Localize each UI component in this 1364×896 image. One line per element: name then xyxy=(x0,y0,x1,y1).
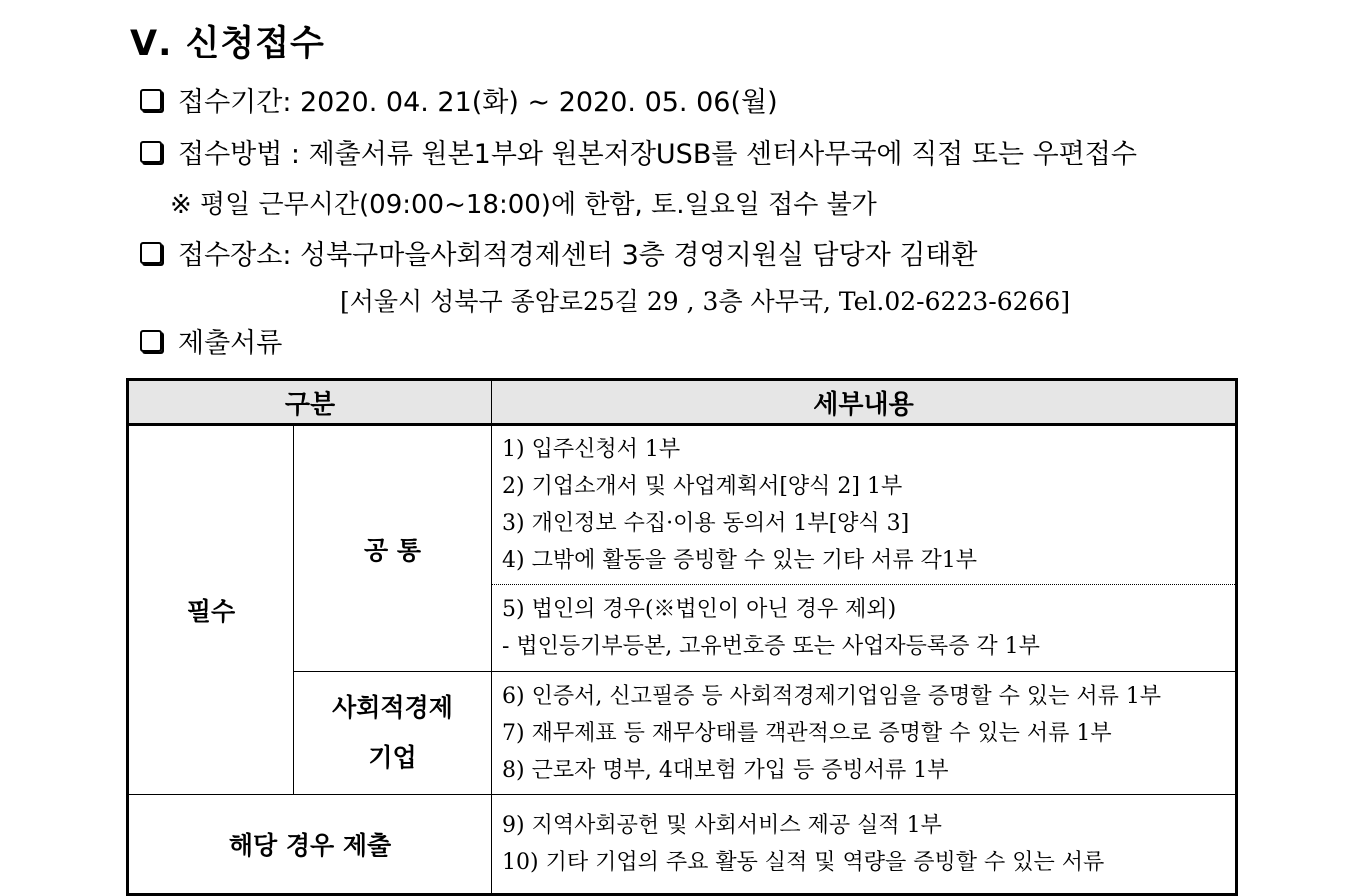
list-item: 1) 입주신청서 1부 xyxy=(502,437,681,462)
list-item: 6) 인증서, 신고필증 등 사회적경제기업임을 증명할 수 있는 서류 1부 xyxy=(502,683,1162,709)
checkbox-square-icon xyxy=(140,141,162,163)
checkbox-square-icon xyxy=(140,242,162,264)
social-label: 사회적경제 기업 xyxy=(294,672,492,795)
documents-table xyxy=(126,378,1238,896)
table-row xyxy=(128,425,1237,585)
documents-line xyxy=(140,321,282,360)
list-item: 2) 기업소개서 및 사업계획서[양식 2] 1부 xyxy=(502,474,903,499)
header-details: 세부내용 xyxy=(492,380,1237,425)
method-line xyxy=(140,132,1137,171)
list-item: 8) 근로자 명부, 4대보험 가입 등 증빙서류 1부 xyxy=(502,757,949,783)
optional-items xyxy=(492,795,1237,895)
method-note: ※ 평일 근무시간(09:00~18:00)에 한함, 토.일요일 접수 불가 xyxy=(170,190,877,220)
documents-label: 제출서류 xyxy=(178,328,283,359)
common-label: 공 통 xyxy=(294,425,492,672)
common-items-a xyxy=(492,425,1237,585)
place-line xyxy=(140,233,977,272)
list-item: 7) 재무제표 등 재무상태를 객관적으로 증명할 수 있는 서류 1부 xyxy=(502,720,1112,746)
table-row xyxy=(128,672,1237,795)
common-items-b xyxy=(492,585,1237,672)
place-text: 접수장소: 성북구마을사회적경제센터 3층 경영지원실 담당자 김태환 xyxy=(178,240,978,271)
list-item: 5) 법인의 경우(※법인이 아닌 경우 제외) xyxy=(502,597,897,622)
table-header-row xyxy=(128,380,1237,425)
list-item: 9) 지역사회공헌 및 사회서비스 제공 실적 1부 xyxy=(502,813,942,838)
table-row xyxy=(128,795,1237,895)
period-text: 접수기간: 2020. 04. 21(화) ~ 2020. 05. 06(월) xyxy=(178,87,778,118)
optional-label: 해당 경우 제출 xyxy=(128,795,492,895)
period-line xyxy=(140,80,778,119)
checkbox-square-icon xyxy=(140,89,162,111)
list-item: 4) 그밖에 활동을 증빙할 수 있는 기타 서류 각1부 xyxy=(502,548,978,573)
social-items xyxy=(492,672,1237,795)
list-item: - 법인등기부등본, 고유번호증 또는 사업자등록증 각 1부 xyxy=(502,634,1040,659)
section-title: Ⅴ. 신청접수 xyxy=(130,24,325,64)
list-item: 10) 기타 기업의 주요 활동 실적 및 역량을 증빙할 수 있는 서류 xyxy=(502,850,1105,875)
list-item: 3) 개인정보 수집·이용 동의서 1부[양식 3] xyxy=(502,511,910,536)
method-text: 접수방법 : 제출서류 원본1부와 원본저장USB를 센터사무국에 직접 또는 우편접수 xyxy=(178,139,1137,170)
required-label: 필수 xyxy=(128,425,294,795)
checkbox-square-icon xyxy=(140,330,162,352)
place-address: [서울시 성북구 종암로25길 29 , 3층 사무국, Tel.02-6223-6266] xyxy=(340,287,1071,316)
header-category: 구분 xyxy=(128,380,492,425)
